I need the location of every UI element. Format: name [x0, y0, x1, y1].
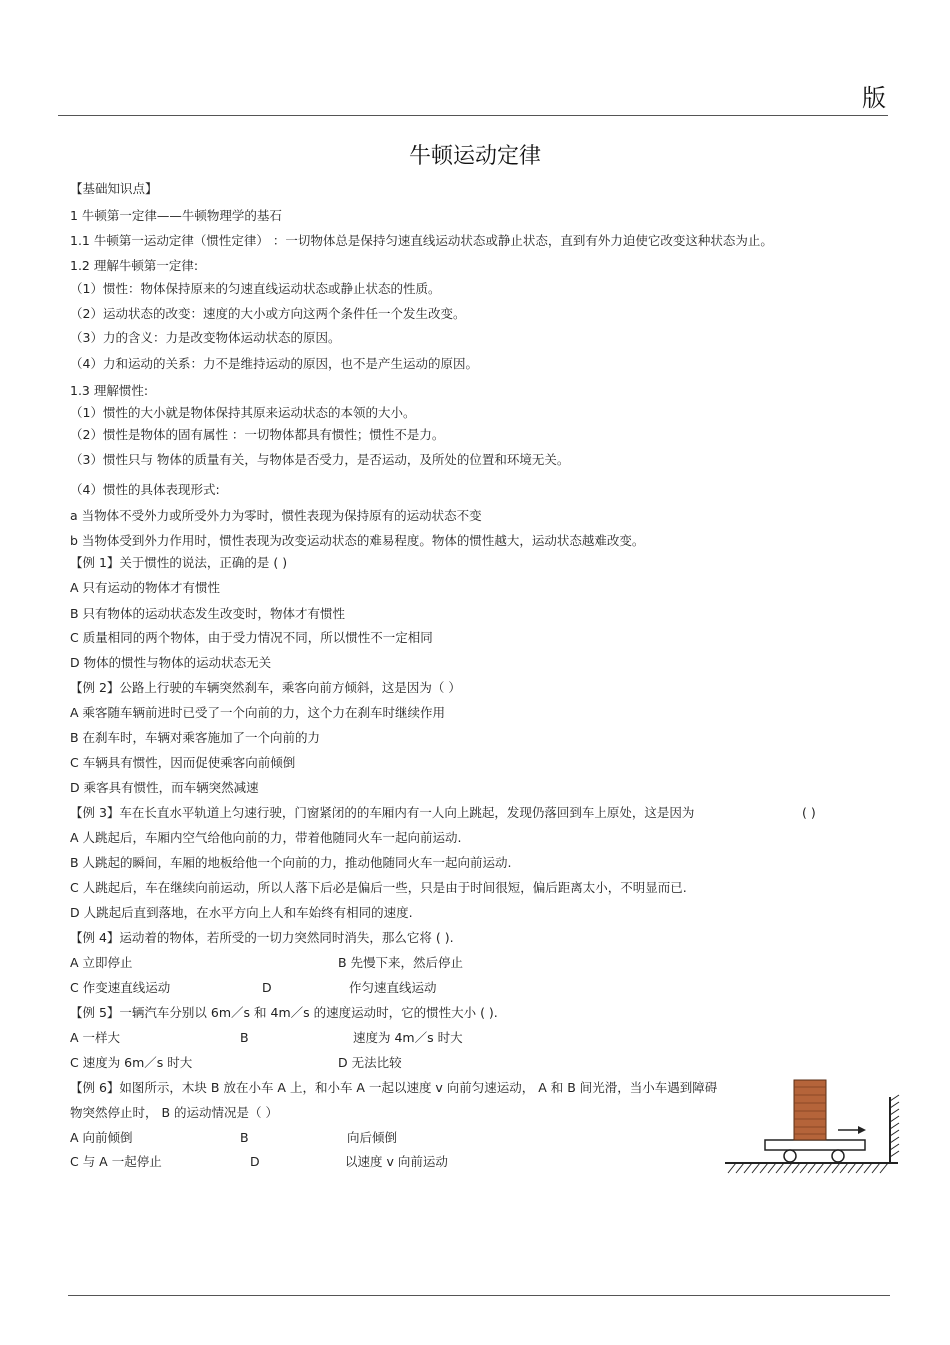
velocity-arrow-head [858, 1126, 866, 1134]
section-heading: 【基础知识点】 [70, 181, 158, 196]
page-title: 牛顿运动定律 [408, 144, 541, 169]
example-4-option-a: A 立即停止 [70, 955, 133, 970]
text-line: （2）运动状态的改变：速度的大小或方向这两个条件任一个发生改变。 [70, 306, 466, 321]
example-4-option-c: C 作变速直线运动 [70, 980, 171, 995]
example-6-option-b-text: 向后倾倒 [347, 1130, 398, 1145]
text-line: （1）惯性：物体保持原来的匀速直线运动状态或静止状态的性质。 [70, 281, 441, 296]
text-line: （2）惯性是物体的固有属性 ：一切物体都具有惯性；惯性不是力。 [70, 427, 445, 442]
example-2-option-c: C 车辆具有惯性，因而促使乘客向前倾倒 [70, 755, 296, 770]
text-line: a 当物体不受外力或所受外力为零时，惯性表现为保持原有的运动状态不变 [70, 508, 482, 523]
example-6-question-cont: 物突然停止时， B 的运动情况是（ ） [70, 1105, 278, 1120]
example-5-option-d: D 无法比较 [338, 1055, 402, 1070]
example-4-option-d-text: 作匀速直线运动 [349, 980, 437, 995]
example-2-option-b: B 在刹车时，车辆对乘客施加了一个向前的力 [70, 730, 321, 745]
text-line: （3）惯性只与 物体的质量有关，与物体是否受力，是否运动，及所处的位置和环境无关。 [70, 452, 570, 467]
text-line: （1）惯性的大小就是物体保持其原来运动状态的本领的大小。 [70, 405, 416, 420]
example-1-question: 【例 1】关于惯性的说法，正确的是 ( ) [70, 555, 288, 570]
example-4-option-d-letter: D [262, 980, 272, 995]
text-line: 1 牛顿第一定律——牛顿物理学的基石 [70, 208, 282, 223]
cart-body [765, 1140, 865, 1150]
example-6-option-c: C 与 A 一起停止 [70, 1154, 162, 1169]
header-mark: 版 [862, 84, 886, 112]
example-5-question: 【例 5】一辆汽车分别以 6m／s 和 4m／s 的速度运动时，它的惯性大小 ( ). [70, 1005, 498, 1020]
text-line: 1.2 理解牛顿第一定律: [70, 258, 199, 273]
example-5-option-b-letter: B [240, 1030, 249, 1045]
ground-hatching [728, 1163, 888, 1173]
example-1-option-c: C 质量相同的两个物体，由于受力情况不同，所以惯性不一定相同 [70, 630, 433, 645]
example-3-paren: ( ) [802, 805, 816, 820]
text-line: 1.3 理解惯性: [70, 383, 149, 398]
header-rule [58, 115, 888, 116]
footer-rule [68, 1295, 890, 1296]
example-1-option-d: D 物体的惯性与物体的运动状态无关 [70, 655, 272, 670]
text-line: （4）惯性的具体表现形式: [70, 482, 220, 497]
example-6-question: 【例 6】如图所示，木块 B 放在小车 A 上，和小车 A 一起以速度 v 向前匀速运动， A 和 B 间光滑，当小车遇到障碍 [70, 1080, 718, 1095]
text-line: （4）力和运动的关系：力不是维持运动的原因，也不是产生运动的原因。 [70, 356, 478, 371]
example-3-option-b: B 人跳起的瞬间，车厢的地板给他一个向前的力，推动他随同火车一起向前运动. [70, 855, 512, 870]
example-2-question: 【例 2】公路上行驶的车辆突然刹车，乘客向前方倾斜，这是因为（ ） [70, 680, 461, 695]
example-3-option-c: C 人跳起后，车在继续向前运动，所以人落下后必是偏后一些，只是由于时间很短，偏后距离太小，不明显而已. [70, 880, 687, 895]
text-line: （3）力的含义：力是改变物体运动状态的原因。 [70, 330, 341, 345]
example-4-question: 【例 4】运动着的物体，若所受的一切力突然同时消失，那么它将 ( ). [70, 930, 454, 945]
example-2-option-a: A 乘客随车辆前进时已受了一个向前的力，这个力在刹车时继续作用 [70, 705, 446, 720]
example-2-option-d: D 乘客具有惯性，而车辆突然减速 [70, 780, 259, 795]
text-line: 1.1 牛顿第一运动定律（惯性定律） ：一切物体总是保持匀速直线运动状态或静止状态，直到有外力迫使它改变这种状态为止。 [70, 233, 773, 248]
example-1-option-a: A 只有运动的物体才有惯性 [70, 580, 221, 595]
example-5-option-b-text: 速度为 4m／s 时大 [353, 1030, 463, 1045]
example-6-option-a: A 向前倾倒 [70, 1130, 133, 1145]
text-line: b 当物体受到外力作用时，惯性表现为改变运动状态的难易程度。物体的惯性越大，运动状态越难改变。 [70, 533, 645, 548]
example-3-option-d: D 人跳起后直到落地，在水平方向上人和车始终有相同的速度. [70, 905, 413, 920]
example-6-option-d-text: 以速度 v 向前运动 [345, 1154, 448, 1169]
cart-block-figure [720, 1075, 910, 1180]
example-1-option-b: B 只有物体的运动状态发生改变时，物体才有惯性 [70, 606, 346, 621]
wooden-block [794, 1080, 826, 1140]
example-6-option-b-letter: B [240, 1130, 249, 1145]
example-3-question: 【例 3】车在长直水平轨道上匀速行驶，门窗紧闭的的车厢内有一人向上跳起，发现仍落回到车上原处，这是因为 [70, 805, 695, 820]
cart-wheel-left [784, 1150, 796, 1162]
example-5-option-a: A 一样大 [70, 1030, 121, 1045]
cart-wheel-right [832, 1150, 844, 1162]
wall-hatching [890, 1095, 899, 1157]
example-5-option-c: C 速度为 6m／s 时大 [70, 1055, 193, 1070]
example-6-option-d-letter: D [250, 1154, 260, 1169]
example-3-option-a: A 人跳起后，车厢内空气给他向前的力，带着他随同火车一起向前运动. [70, 830, 462, 845]
example-4-option-b: B 先慢下来，然后停止 [338, 955, 464, 970]
